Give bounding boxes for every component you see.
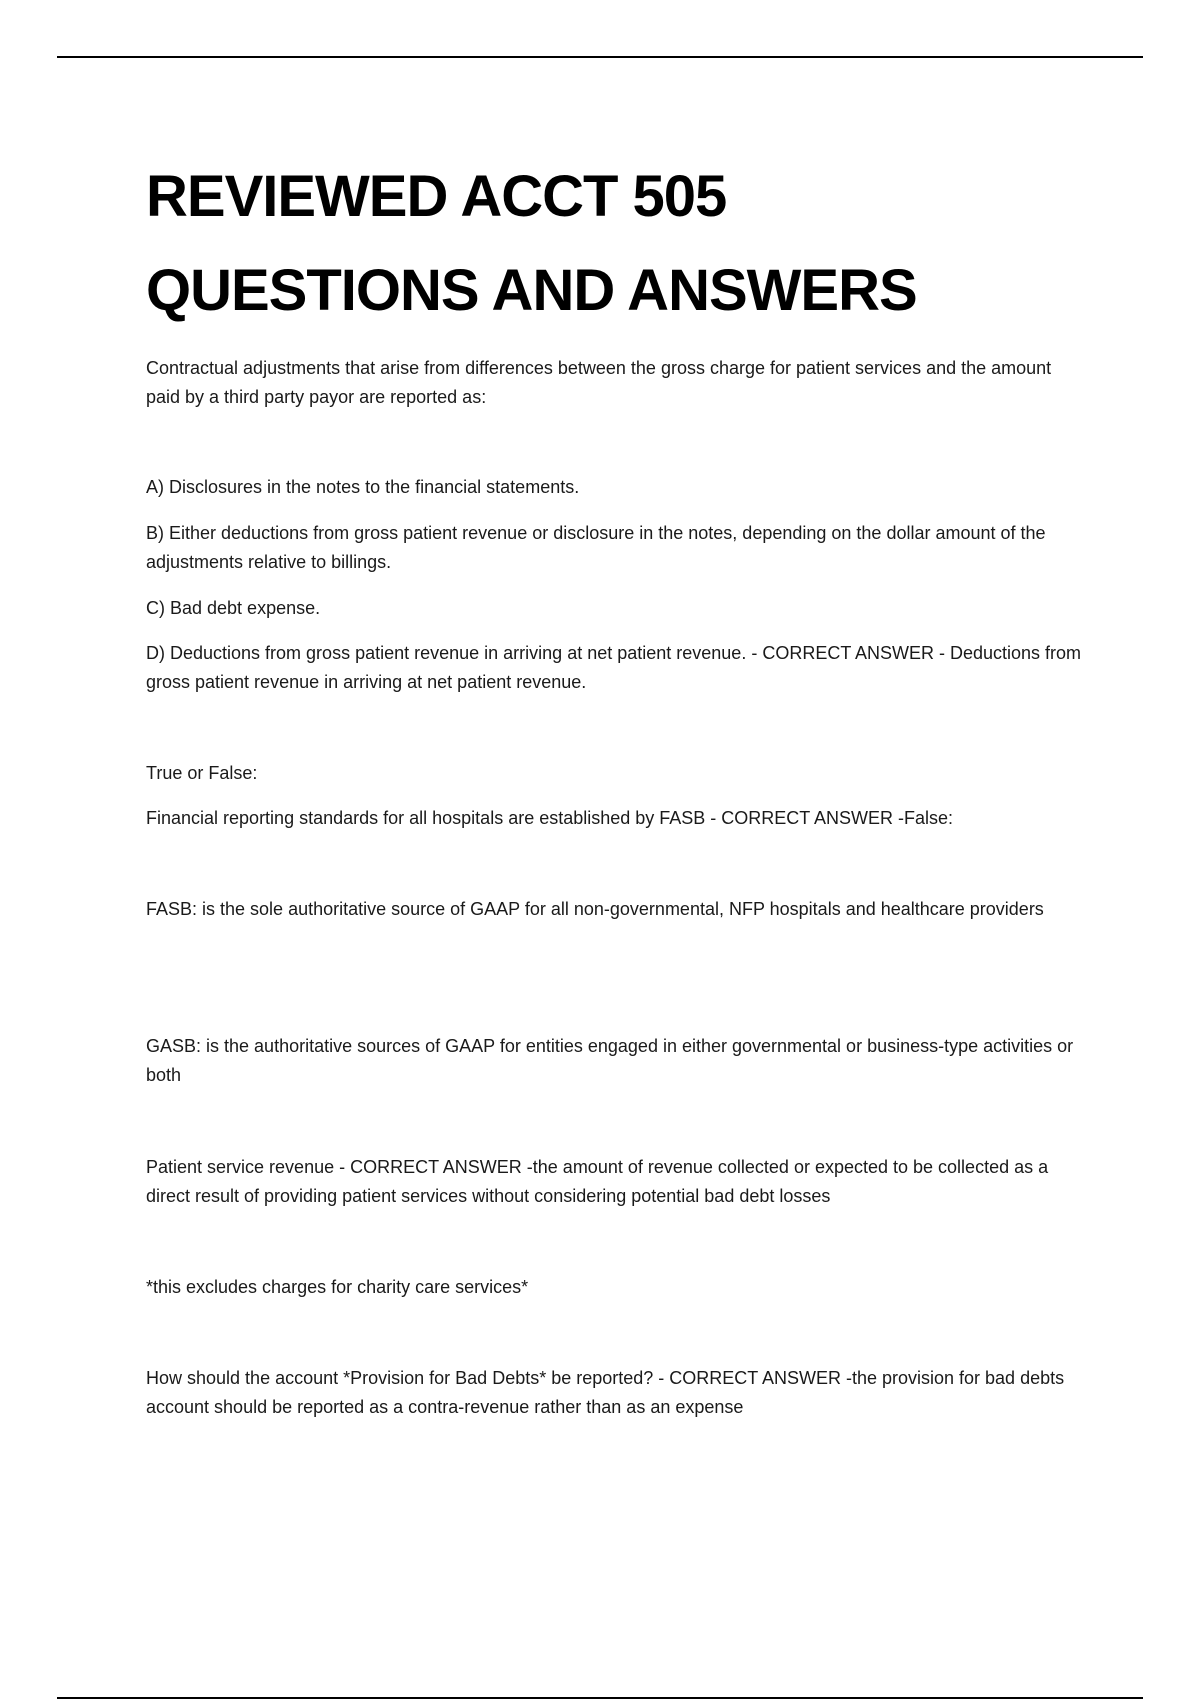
question-3-note: *this excludes charges for charity care services*	[146, 1277, 529, 1297]
question-3: Patient service revenue - CORRECT ANSWER -the amount of revenue collected or expected to be collected as a direct result of providing patient services without considering potential bad debt losses	[146, 1157, 1049, 1206]
question-2-stem: Financial reporting standards for all hospitals are established by FASB - CORRECT ANSWER -False:	[146, 808, 953, 828]
question-1-option-b: B) Either deductions from gross patient revenue or disclosure in the notes, depending on the dollar amount of the adjustments relative to billings.	[146, 523, 1046, 572]
question-4: How should the account *Provision for Bad Debts* be reported? - CORRECT ANSWER -the provision for bad debts account should be reported as a contra-revenue rather than as an expense	[146, 1368, 1065, 1417]
bottom-divider	[57, 1697, 1143, 1699]
question-2-fasb-note: FASB: is the sole authoritative source of GAAP for all non-governmental, NFP hospitals and healthcare providers	[146, 899, 1044, 919]
question-2-gasb-note: GASB: is the authoritative sources of GAAP for entities engaged in either governmental or business-type activities or both	[146, 1036, 1074, 1085]
title-line-1: REVIEWED ACCT 505	[146, 164, 727, 229]
document-title	[146, 150, 1086, 338]
document-body	[146, 150, 1086, 1422]
top-divider	[57, 56, 1143, 58]
question-2-label: True or False:	[146, 763, 258, 783]
question-1-stem: Contractual adjustments that arise from differences between the gross charge for patient services and the amount paid by a third party payor are reported as:	[146, 358, 1052, 407]
title-line-2: QUESTIONS AND ANSWERS	[146, 258, 917, 323]
question-1-option-c: C) Bad debt expense.	[146, 598, 321, 618]
question-1-option-a: A) Disclosures in the notes to the financial statements.	[146, 477, 580, 497]
question-1-option-d: D) Deductions from gross patient revenue in arriving at net patient revenue. - CORRECT ANSWER - Deductions from gross patient revenue in arriving at net patient revenue.	[146, 643, 1082, 692]
